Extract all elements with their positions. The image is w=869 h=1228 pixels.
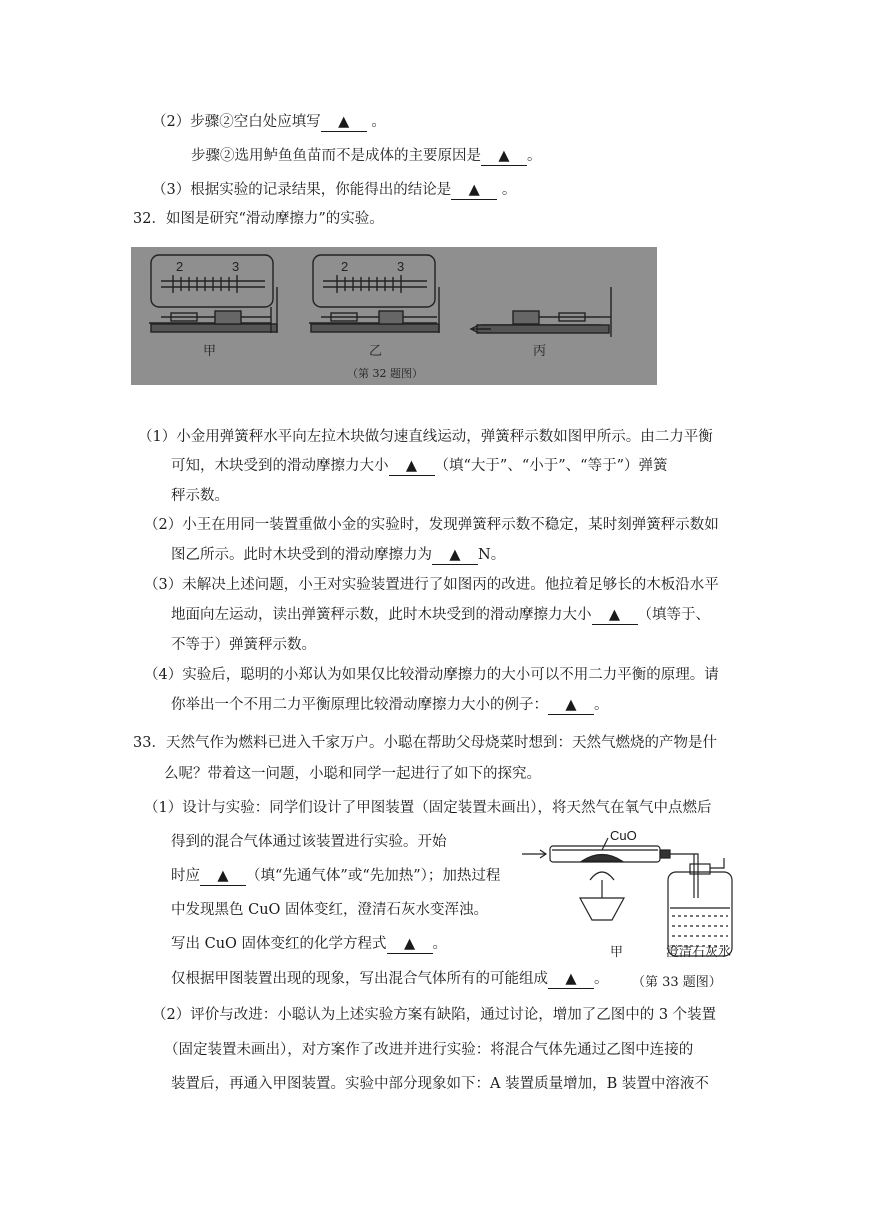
panel-yi bbox=[309, 255, 439, 333]
q32-part2-line1: （2）小王在用同一装置重做小金的实验时，发现弹簧秤示数不稳定，某时刻弹簧秤示数如 bbox=[144, 517, 719, 533]
q32-part4-line2: 你举出一个不用二力平衡原理比较滑动摩擦力大小的例子： ▲ 。 bbox=[171, 697, 609, 713]
panel-jia bbox=[149, 255, 277, 333]
answer-blank[interactable]: ▲ bbox=[432, 547, 478, 565]
answer-blank[interactable]: ▲ bbox=[481, 148, 527, 166]
q33-figure-caption: （第 33 题图） bbox=[632, 975, 722, 990]
q33-part2-line1: （2）评价与改进：小聪认为上述实验方案有缺陷，通过讨论，增加了乙图中的 3 个装置 bbox=[152, 1007, 717, 1023]
q32-part4-line1: （4）实验后，聪明的小郑认为如果仅比较滑动摩擦力的大小可以不用二力平衡的原理。请 bbox=[144, 667, 719, 683]
answer-blank[interactable]: ▲ bbox=[451, 182, 497, 200]
q31-part2-line1: （2）步骤②空白处应填写 ▲ 。 bbox=[152, 114, 386, 130]
q33-stem-line2: 么呢？带着这一问题，小聪和同学一起进行了如下的探究。 bbox=[164, 766, 541, 782]
scale-label-3: 3 bbox=[397, 259, 405, 274]
q33-stem-line1: 33．天然气作为燃料已进入千家万户。小聪在帮助父母烧菜时想到：天然气燃烧的产物是什 bbox=[133, 735, 717, 751]
q31-part2-line2: 步骤②选用鲈鱼鱼苗而不是成体的主要原因是 ▲ 。 bbox=[191, 148, 542, 164]
label-limewater: 澄清石灰水 bbox=[666, 945, 732, 960]
q32-part3-line3: 不等于）弹簧秤示数。 bbox=[171, 637, 316, 653]
figure-caption: （第 32 题图） bbox=[347, 367, 423, 380]
answer-blank[interactable]: ▲ bbox=[321, 114, 367, 132]
answer-blank[interactable]: ▲ bbox=[389, 458, 435, 476]
panel-bing bbox=[471, 287, 611, 337]
scale-label-3: 3 bbox=[232, 259, 240, 274]
q32-part3-line2: 地面向左运动，读出弹簧秤示数，此时木块受到的滑动摩擦力大小 ▲ （填等于、 bbox=[171, 607, 710, 623]
answer-blank[interactable]: ▲ bbox=[592, 607, 638, 625]
answer-blank[interactable]: ▲ bbox=[200, 868, 246, 886]
q33-part1-line3: 时应 ▲ （填“先通气体”或“先加热”）；加热过程 bbox=[171, 868, 501, 884]
q33-part1-line6: 仅根据甲图装置出现的现象，写出混合气体所有的可能组成 ▲ 。 bbox=[171, 971, 609, 987]
panel-label-jia: 甲 bbox=[203, 344, 217, 359]
cuo-label: CuO bbox=[610, 828, 637, 843]
scale-label-2: 2 bbox=[341, 259, 349, 274]
q33-part2-line2: （固定装置未画出），对方案作了改进并进行实验：将混合气体先通过乙图中连接的 bbox=[164, 1042, 694, 1058]
panel-label-yi: 乙 bbox=[369, 344, 383, 359]
answer-blank[interactable]: ▲ bbox=[548, 697, 594, 715]
q33-figure bbox=[520, 828, 750, 970]
q33-part1-line2: 得到的混合气体通过该装置进行实验。开始 bbox=[171, 834, 447, 850]
q32-part2-line2: 图乙所示。此时木块受到的滑动摩擦力为 ▲ N。 bbox=[171, 547, 506, 563]
q33-part1-line5: 写出 CuO 固体变红的化学方程式 ▲ 。 bbox=[171, 936, 448, 952]
q33-part2-line3: 装置后，再通入甲图装置。实验中部分现象如下：A 装置质量增加，B 装置中溶液不 bbox=[171, 1076, 709, 1092]
q32-part1-line2: 可知，木块受到的滑动摩擦力大小 ▲ （填“大于”、“小于”、“等于”）弹簧 bbox=[171, 458, 668, 474]
label-jia: 甲 bbox=[610, 945, 624, 960]
scale-label-2: 2 bbox=[176, 259, 184, 274]
q31-part3: （3）根据实验的记录结果，你能得出的结论是 ▲ 。 bbox=[152, 182, 517, 198]
q32-part1-line3: 秤示数。 bbox=[171, 488, 229, 504]
q32-part1-line1: （1）小金用弹簧秤水平向左拉木块做匀速直线运动，弹簧秤示数如图甲所示。由二力平衡 bbox=[138, 429, 713, 445]
answer-blank[interactable]: ▲ bbox=[548, 971, 594, 989]
answer-blank[interactable]: ▲ bbox=[387, 936, 433, 954]
panel-label-bing: 丙 bbox=[533, 344, 547, 359]
q32-figure bbox=[131, 247, 657, 385]
q32-stem: 32．如图是研究“滑动摩擦力”的实验。 bbox=[133, 211, 384, 227]
q33-part1-line4: 中发现黑色 CuO 固体变红，澄清石灰水变浑浊。 bbox=[171, 902, 489, 918]
q33-part1-line1: （1）设计与实验：同学们设计了甲图装置（固定装置未画出），将天然气在氧气中点燃后 bbox=[144, 800, 712, 816]
q32-part3-line1: （3）未解决上述问题，小王对实验装置进行了如图丙的改进。他拉着足够长的木板沿水平 bbox=[144, 577, 719, 593]
